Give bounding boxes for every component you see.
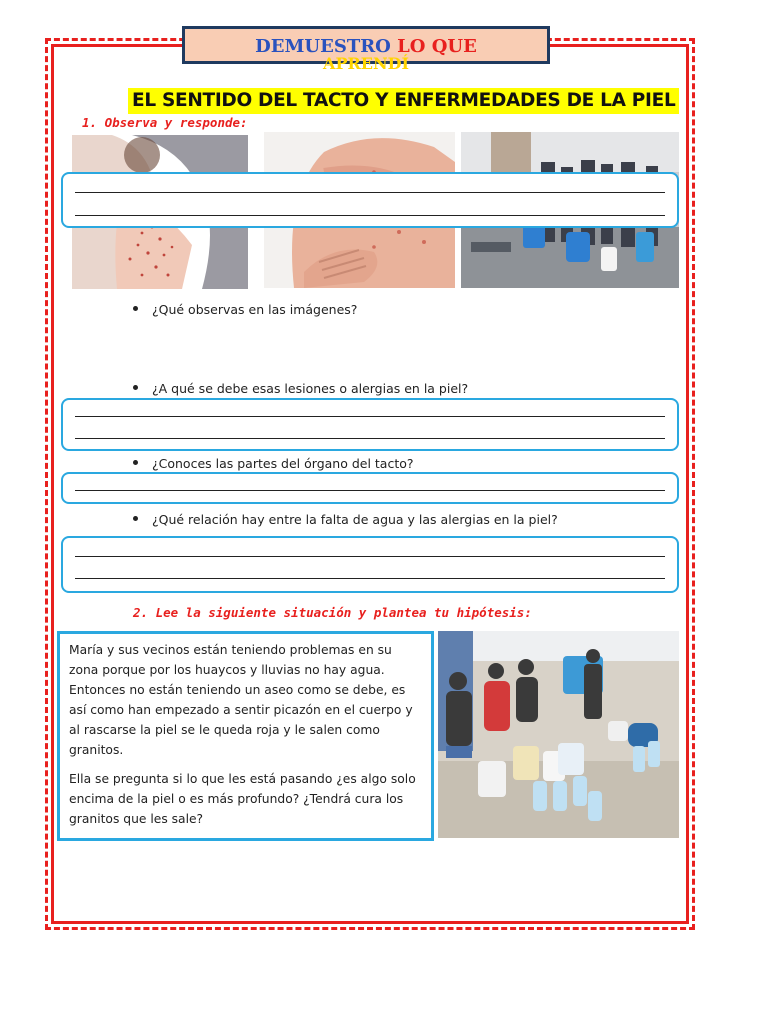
answer-line xyxy=(75,556,665,557)
situation-paragraph-1: María y sus vecinos están teniendo problemas en su zona porque por los huaycos y lluvias no hay agua. Entonces no están teniendo un aseo como se debe, es así como han empezado a sentir picazón en el cuerpo y al rascarse la piel se le queda roja y le salen como granitos. xyxy=(69,643,413,757)
answer-line xyxy=(75,438,665,439)
header-text-part1: DEMUESTRO xyxy=(255,36,398,57)
answer-line xyxy=(75,490,665,491)
answer-box-touch-organ[interactable] xyxy=(61,472,679,504)
answer-line xyxy=(75,192,665,193)
answer-box-water-allergy[interactable] xyxy=(61,536,679,593)
bullet-icon xyxy=(133,516,138,521)
answer-line xyxy=(75,215,665,216)
situation-text-box xyxy=(57,631,434,841)
section2-heading: 2. Lee la siguiente situación y plantea tu hipótesis: xyxy=(133,605,532,620)
answer-box-lesions[interactable] xyxy=(61,398,679,451)
answer-line xyxy=(75,578,665,579)
header-banner xyxy=(182,26,550,73)
photo-neighbors-water xyxy=(438,631,679,838)
answer-line xyxy=(75,416,665,417)
header-text-part3: APRENDÍ xyxy=(323,54,409,73)
bullet-icon xyxy=(133,306,138,311)
question-2: ¿A qué se debe esas lesiones o alergias en la piel? xyxy=(133,381,468,396)
question-3: ¿Conoces las partes del órgano del tacto? xyxy=(133,456,414,471)
bullet-icon xyxy=(133,385,138,390)
section1-heading: 1. Observa y responde: xyxy=(82,115,248,130)
page-title: EL SENTIDO DEL TACTO Y ENFERMEDADES DE LA PIEL xyxy=(128,88,679,114)
header-text-part2: LO QUE xyxy=(397,36,477,57)
question-1: ¿Qué observas en las imágenes? xyxy=(133,302,357,317)
question-4: ¿Qué relación hay entre la falta de agua y las alergias en la piel? xyxy=(133,512,558,527)
situation-paragraph-2: Ella se pregunta si lo que les está pasando ¿es algo solo encima de la piel o es más profundo? ¿Tendrá cura los granitos que les sale? xyxy=(69,772,416,826)
answer-box-observe[interactable] xyxy=(61,172,679,228)
bullet-icon xyxy=(133,460,138,465)
